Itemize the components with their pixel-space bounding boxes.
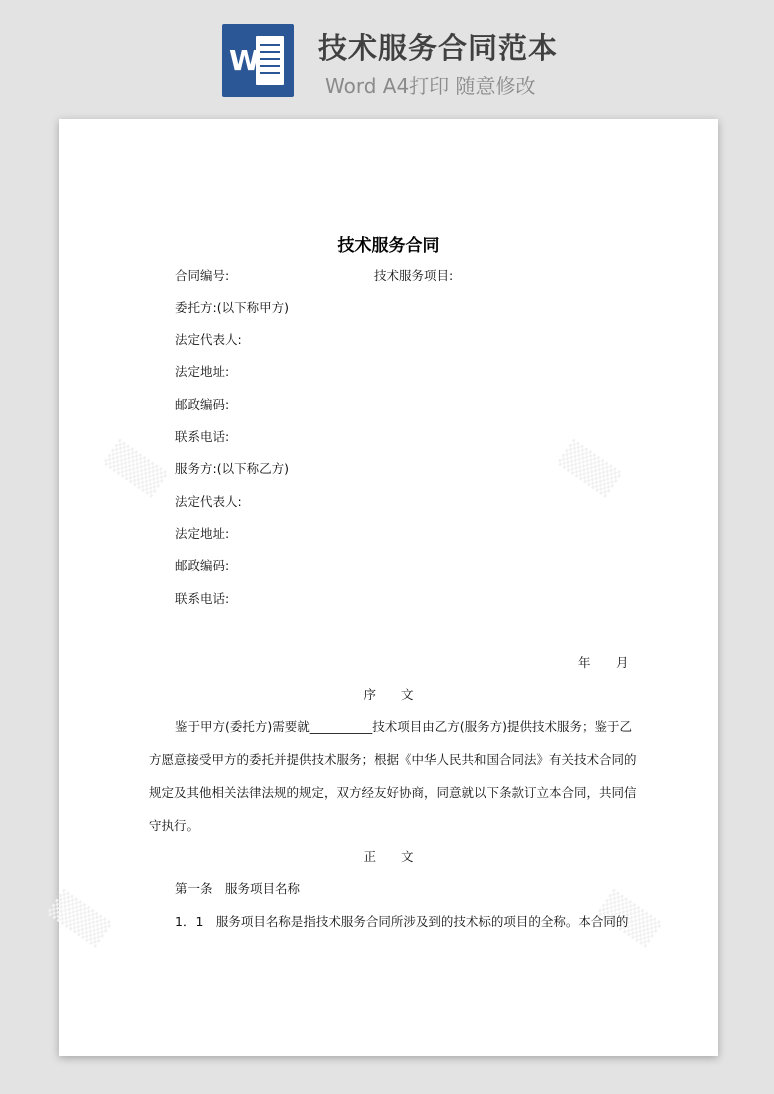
- preface-line: 规定及其他相关法律法规的规定，双方经友好协商，同意就以下条款订立本合同，共同信: [149, 785, 637, 800]
- preface-line: 鉴于甲方(委托方)需要就__________技术项目由乙方(服务方)提供技术服务；鉴于乙: [175, 719, 633, 734]
- client-party-label: 委托方:(以下称甲方): [175, 300, 289, 315]
- service-project-label: 技术服务项目:: [374, 268, 454, 283]
- body-heading: 正 文: [363, 849, 414, 864]
- watermark-icon: ▒▒▒: [101, 439, 169, 499]
- preface-heading: 序 文: [363, 687, 414, 702]
- provider-legal-rep: 法定代表人:: [175, 494, 242, 509]
- article-1-title: 第一条 服务项目名称: [175, 881, 301, 896]
- document-title: 技术服务合同: [337, 236, 440, 256]
- client-phone: 联系电话:: [175, 429, 230, 444]
- document-page: [45, 119, 718, 1056]
- client-legal-address: 法定地址:: [175, 364, 230, 379]
- date-month: 月: [616, 655, 629, 670]
- date-year: 年: [578, 655, 591, 670]
- watermark-icon: ▒▒▒: [45, 889, 113, 949]
- provider-legal-address: 法定地址:: [175, 526, 230, 541]
- provider-party-label: 服务方:(以下称乙方): [175, 461, 289, 476]
- header-title: 技术服务合同范本: [318, 31, 559, 65]
- watermark-icon: ▒▒▒: [595, 889, 663, 949]
- header-banner: [0, 0, 774, 110]
- contract-number-label: 合同编号:: [175, 268, 230, 283]
- client-legal-rep: 法定代表人:: [175, 332, 242, 347]
- word-icon-letter: W: [229, 44, 260, 77]
- preface-line: 守执行。: [149, 818, 200, 833]
- clause-1-1: 1．1 服务项目名称是指技术服务合同所涉及到的技术标的项目的全称。本合同的: [175, 914, 629, 929]
- provider-postal-code: 邮政编码:: [175, 558, 230, 573]
- client-postal-code: 邮政编码:: [175, 397, 230, 412]
- word-doc-icon: [222, 24, 294, 97]
- watermark-icon: ▒▒▒: [555, 439, 623, 499]
- provider-phone: 联系电话:: [175, 591, 230, 606]
- header-subtitle: Word A4打印 随意修改: [325, 74, 536, 98]
- preface-line: 方愿意接受甲方的委托并提供技术服务；根据《中华人民共和国合同法》有关技术合同的: [149, 752, 637, 767]
